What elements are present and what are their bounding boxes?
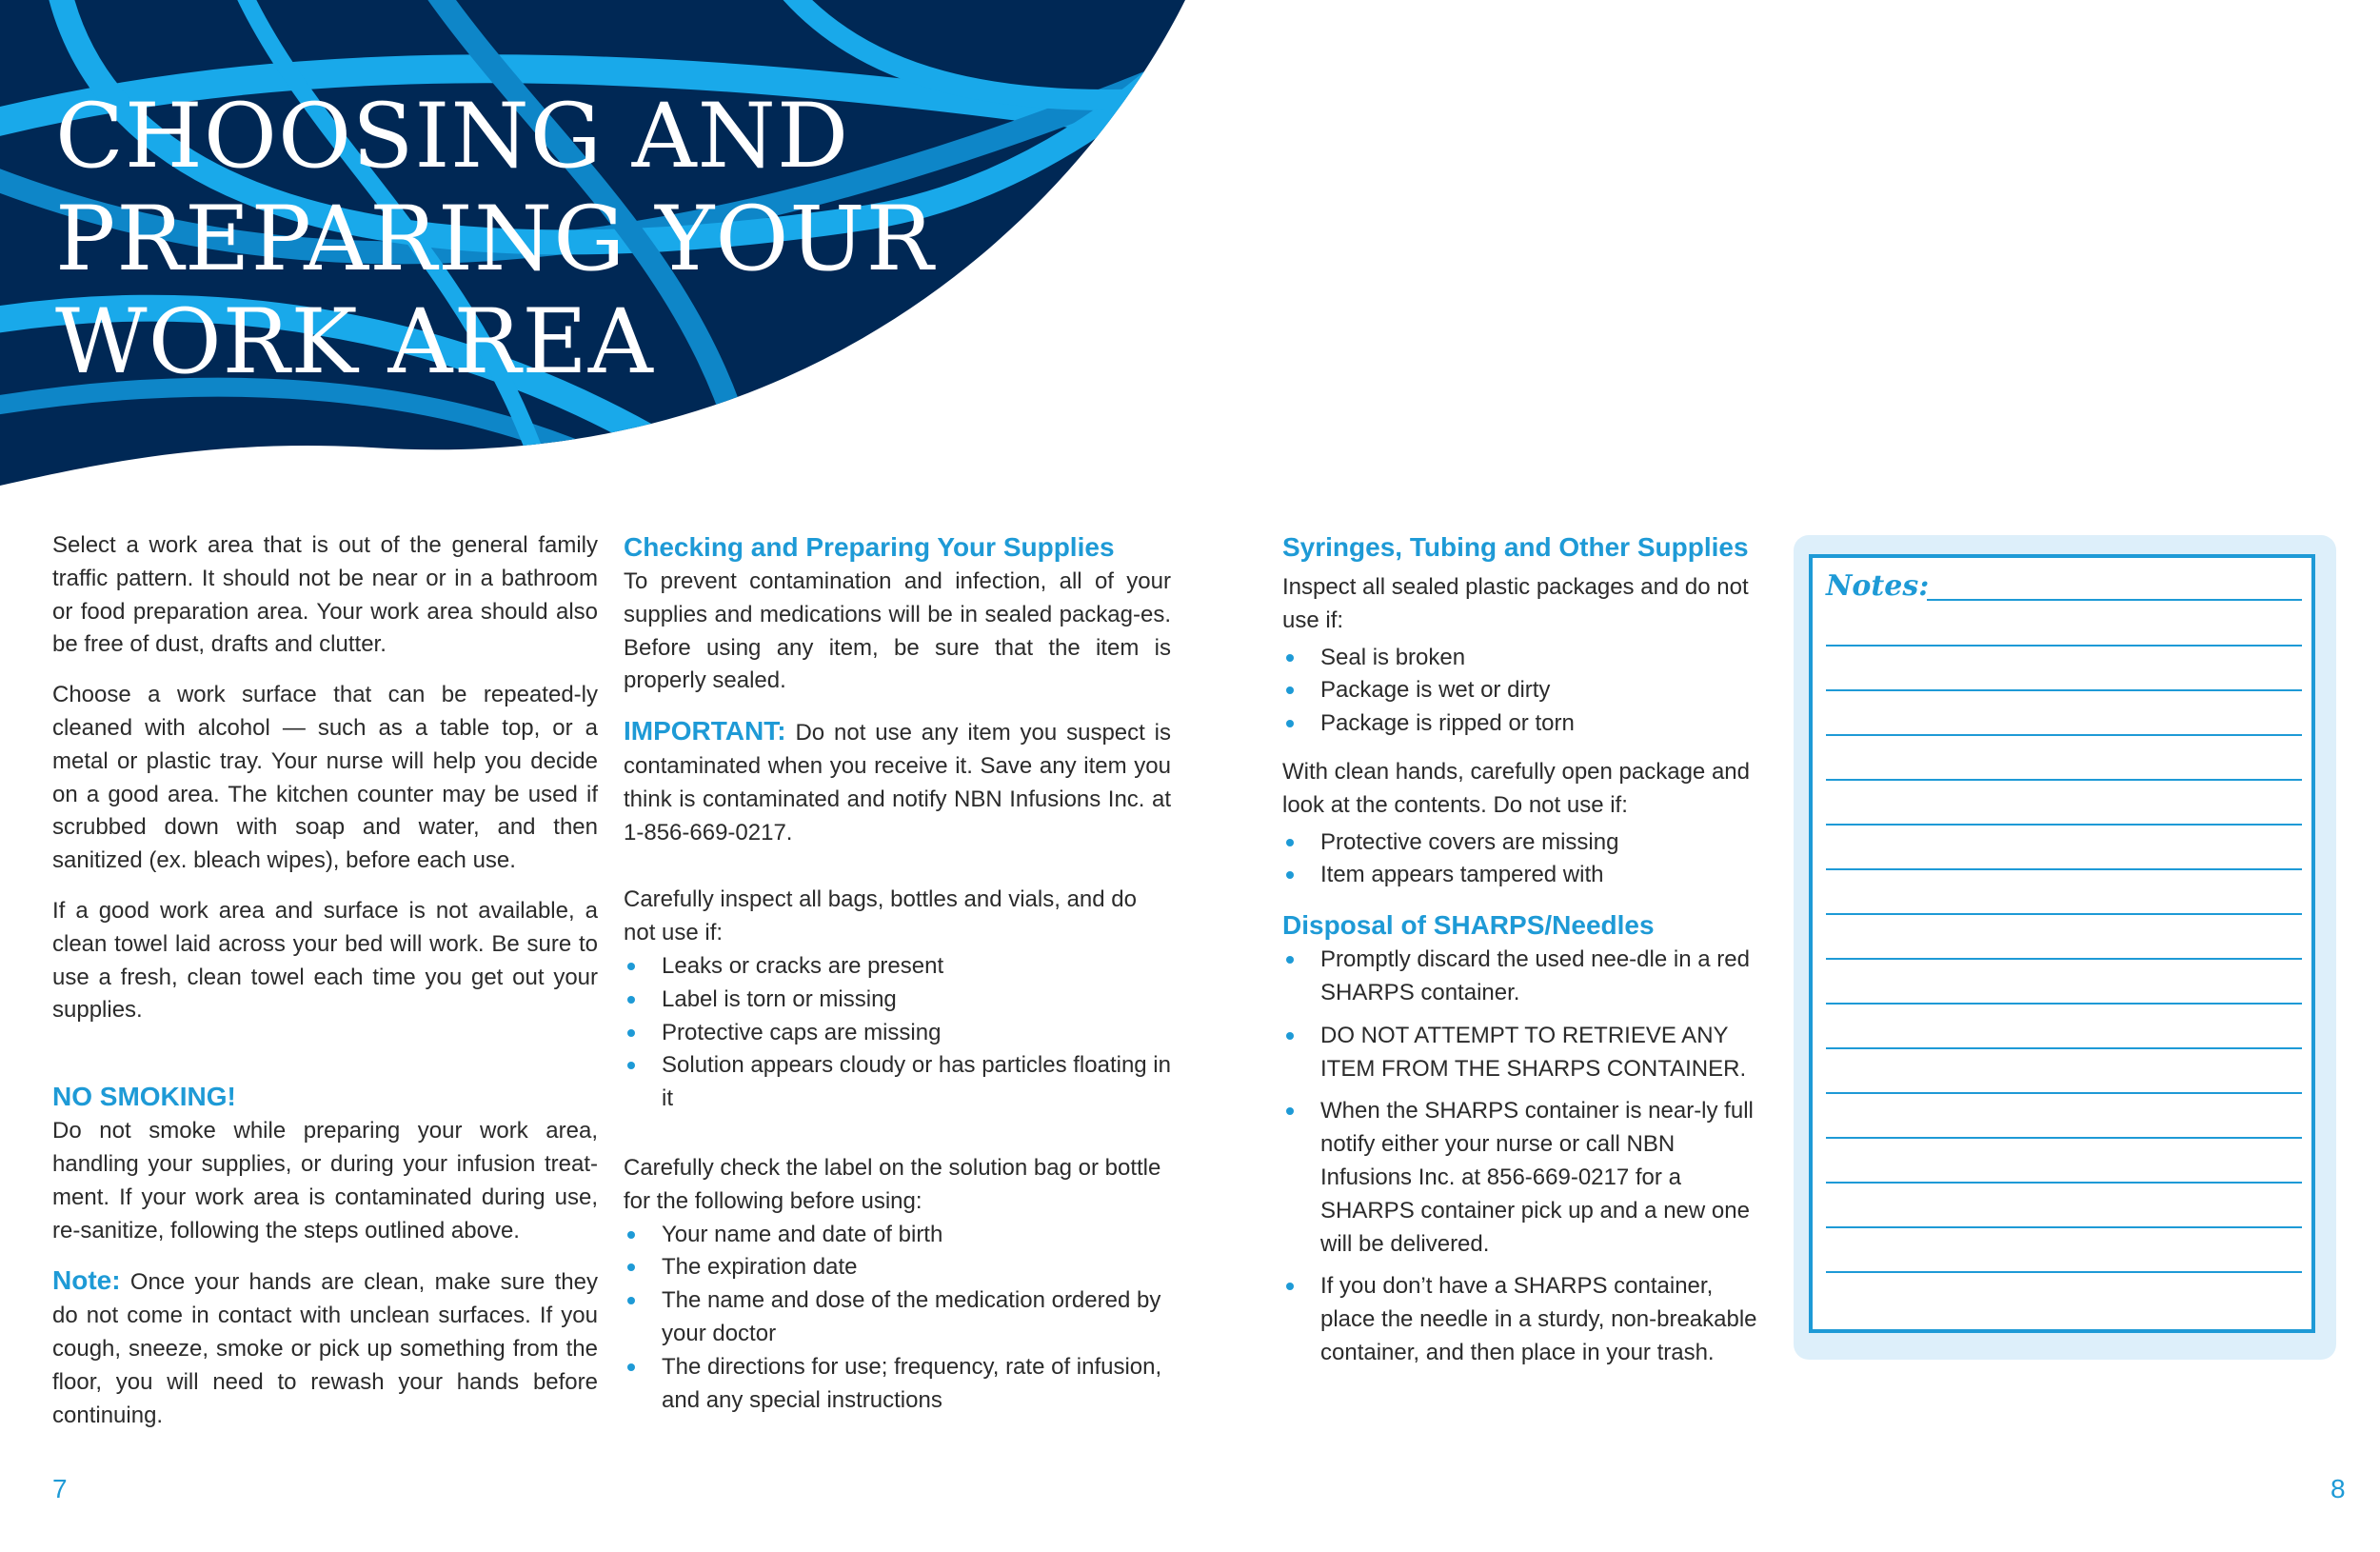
notes-line [1826,779,2302,781]
notes-line [1826,645,2302,647]
list-item: Protective caps are missing [624,1017,1171,1050]
notes-line [1826,1047,2302,1049]
disposal-heading: Disposal of SHARPS/Needles [1282,910,1655,941]
list-item: Package is ripped or torn [1282,707,1768,741]
work-area-paragraph: Select a work area that is out of the general family traffic pattern. It should not be near or in a bathroom or food preparation area. Your work area should also be free of dust, drafts and clutter. [52,532,598,658]
notes-line [1826,868,2302,870]
list-item: When the SHARPS container is near-ly full notify either your nurse or call NBN Infusions Inc. at 856-669-0217 for a SHARPS container pick up and a new one will be delivered. [1282,1095,1768,1261]
list-item: Seal is broken [1282,642,1768,675]
list-item: The name and dose of the medication ordered by your doctor [624,1284,1171,1351]
list-item: Label is torn or missing [624,984,1171,1017]
contents-check-list [1282,826,1768,893]
notes-line [1826,958,2302,960]
notes-line [1927,599,2302,601]
syringes-heading: Syringes, Tubing and Other Supplies [1282,532,1749,562]
list-item: Leaks or cracks are present [624,950,1171,984]
contamination-paragraph: To prevent contamination and infection, all of your supplies and medications will be in sealed packag-es. Before using any item, be sure that the item is properly sealed. [624,568,1171,694]
note-text: Once your hands are clean, make sure they do not come in contact with unclean surfaces. If you cough, sneeze, smoke or pick up something from the floor, you will need to rewash your hands before continuing. [52,1269,598,1428]
page-title: CHOOSING AND PREPARING YOUR WORK AREA [55,85,935,394]
important-label: IMPORTANT: [624,716,786,746]
column-1 [52,529,598,1449]
notes-panel [1809,554,2315,1333]
list-item: Item appears tampered with [1282,859,1768,892]
list-item: Promptly discard the used nee-dle in a red SHARPS container. [1282,944,1768,1010]
page-number-right: 8 [2330,1474,2346,1503]
note-paragraph [52,1264,598,1432]
important-text: Do not use any item you suspect is contaminated when you receive it. Save any item you think is contaminated and notify NBN Infusions Inc. at 1-856-669-0217. [624,720,1172,846]
list-item: Protective covers are missing [1282,826,1768,860]
clean-towel-paragraph: If a good work area and surface is not available, a clean towel laid across your bed will work. Be sure to use a fresh, clean towel each time you get out your supplies. [52,897,598,1024]
inspect-intro: Carefully inspect all bags, bottles and vials, and do not use if: [624,886,1137,946]
inspect-list [624,950,1171,1116]
column-2 [624,529,1171,1432]
label-check-list [624,1219,1171,1418]
disposal-list [1282,944,1768,1370]
notes-line [1826,734,2302,736]
no-smoking-heading: NO SMOKING! [52,1082,236,1112]
work-surface-paragraph: Choose a work surface that can be repeated-ly cleaned with alcohol — such as a table top, or a metal or plastic tray. Your nurse will help you decide on a good area. The kitchen counter may be used if scrubbed down with soap and water, and then sanitized (ex. bleach wipes), before each use. [52,682,598,874]
notes-label: Notes: [1826,569,1930,603]
notes-line [1826,1271,2302,1273]
notes-line [1826,1092,2302,1094]
notes-line [1826,824,2302,826]
notes-line [1826,913,2302,915]
notes-line [1826,1137,2302,1139]
page-number-left: 7 [52,1474,68,1503]
syringes-intro: Inspect all sealed plastic packages and do not use if: [1282,574,1749,633]
list-item: The directions for use; frequency, rate of infusion, and any special instructions [624,1351,1171,1418]
no-smoking-paragraph: Do not smoke while preparing your work area, handling your supplies, or during your infusion treat-ment. If your work area is contaminated during use, re-sanitize, following the steps outlined above. [52,1118,598,1244]
notes-line [1826,1003,2302,1005]
list-item: Solution appears cloudy or has particles floating in it [624,1049,1171,1116]
list-item: Your name and date of birth [624,1219,1171,1252]
important-paragraph [624,715,1171,849]
list-item: DO NOT ATTEMPT TO RETRIEVE ANY ITEM FROM THE SHARPS CONTAINER. [1282,1020,1768,1086]
list-item: Package is wet or dirty [1282,674,1768,707]
label-intro: Carefully check the label on the solution bag or bottle for the following before using: [624,1154,1161,1214]
checking-supplies-heading: Checking and Preparing Your Supplies [624,532,1115,562]
notes-line [1826,1182,2302,1184]
note-label: Note: [52,1265,121,1296]
notes-box [1794,535,2336,1360]
package-check-list [1282,642,1768,741]
column-3 [1282,529,1768,1385]
notes-line [1826,1226,2302,1228]
notes-line [1826,689,2302,691]
list-item: If you don’t have a SHARPS container, place the needle in a sturdy, non-breakable container, and then place in your trash. [1282,1270,1768,1369]
list-item: The expiration date [624,1251,1171,1284]
open-package-intro: With clean hands, carefully open package and look at the contents. Do not use if: [1282,758,1750,818]
